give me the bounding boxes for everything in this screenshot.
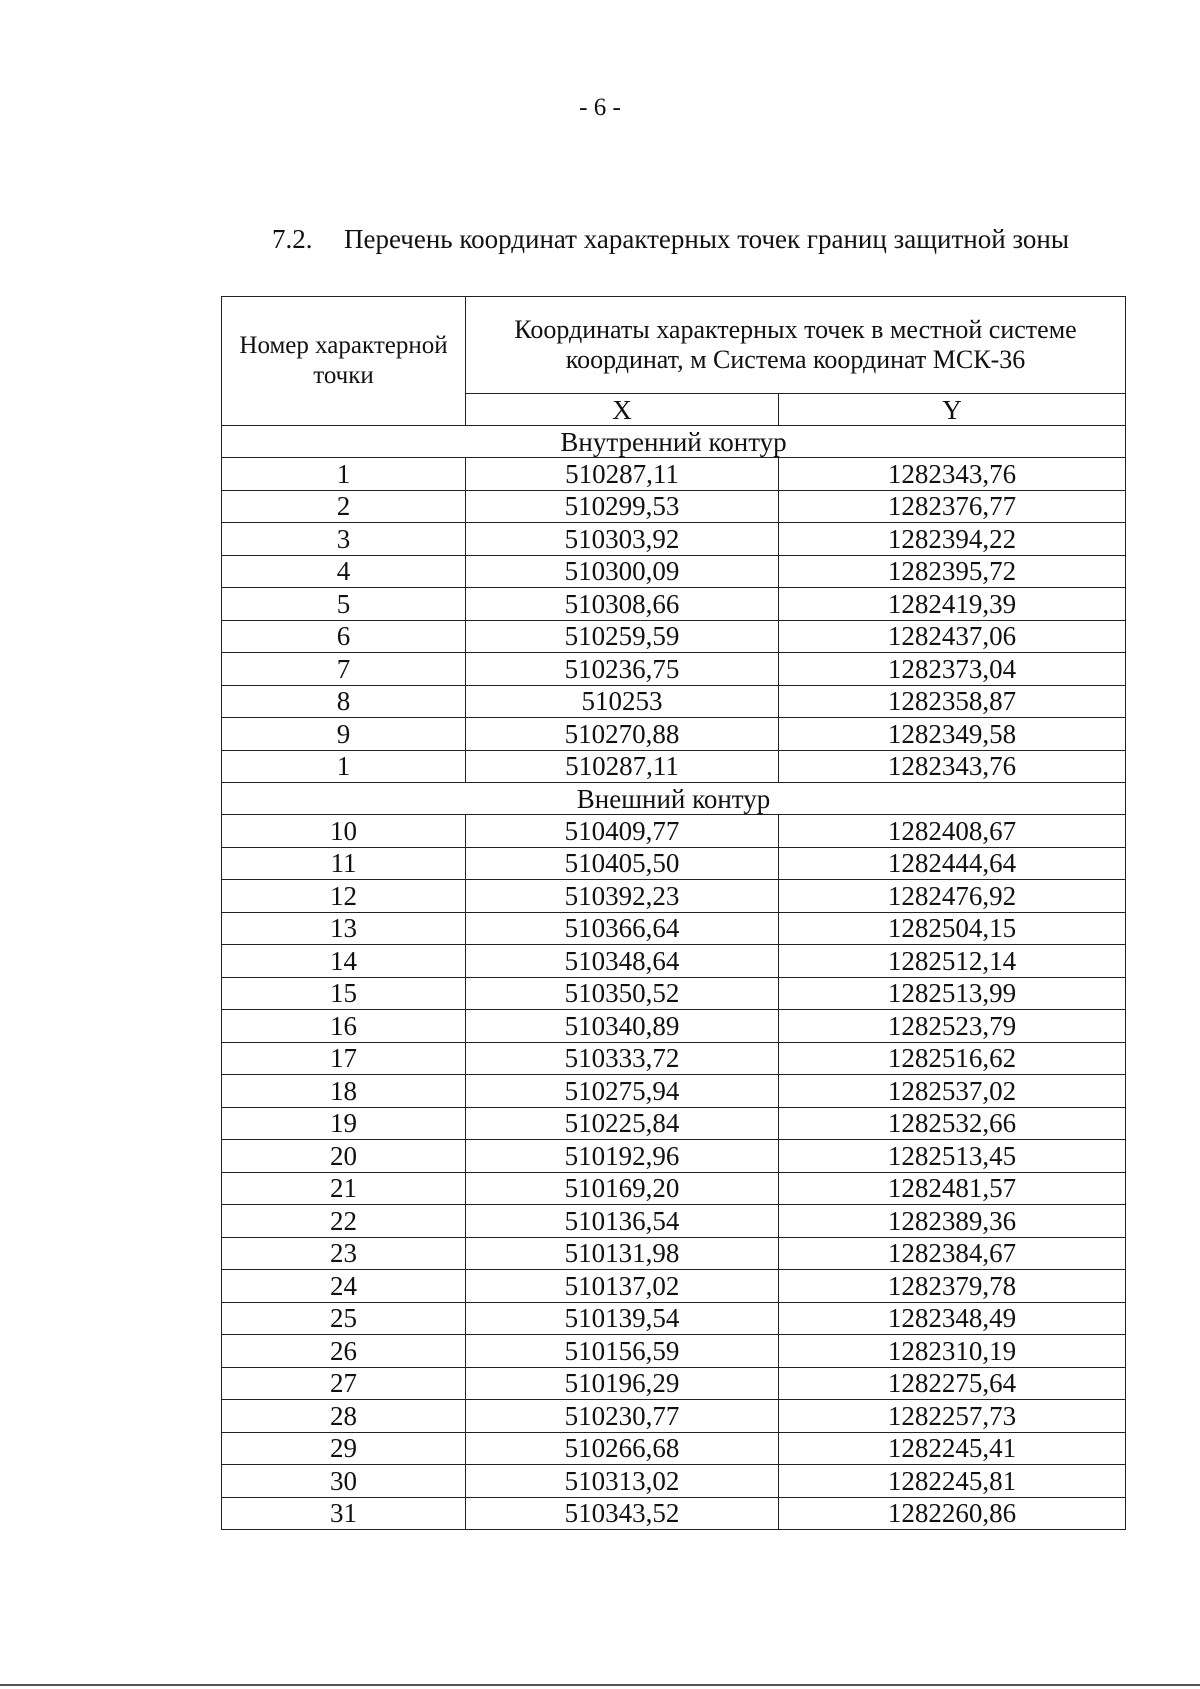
x-coordinate-cell: 510266,68 — [466, 1432, 779, 1465]
table-row — [222, 1400, 1126, 1433]
x-coordinate-cell: 510409,77 — [466, 815, 779, 848]
x-coordinate-cell: 510131,98 — [466, 1237, 779, 1270]
section-heading — [272, 224, 1069, 255]
y-coordinate-cell: 1282310,19 — [779, 1335, 1126, 1368]
x-coordinate-cell: 510308,66 — [466, 588, 779, 621]
table-row — [222, 653, 1126, 686]
section-title-cell: Внутренний контур — [222, 426, 1126, 458]
x-coordinate-cell: 510287,11 — [466, 458, 779, 491]
y-coordinate-cell: 1282348,49 — [779, 1302, 1126, 1335]
x-coordinate-cell: 510270,88 — [466, 718, 779, 751]
point-number-cell: 25 — [222, 1302, 466, 1335]
y-coordinate-cell: 1282537,02 — [779, 1075, 1126, 1108]
point-number-cell: 26 — [222, 1335, 466, 1368]
y-coordinate-cell: 1282394,22 — [779, 523, 1126, 556]
table-row — [222, 1497, 1126, 1530]
point-number-cell: 27 — [222, 1367, 466, 1400]
table-row — [222, 1010, 1126, 1043]
y-coordinate-cell: 1282516,62 — [779, 1042, 1126, 1075]
y-coordinate-cell: 1282513,99 — [779, 977, 1126, 1010]
point-number-cell: 19 — [222, 1107, 466, 1140]
x-coordinate-cell: 510340,89 — [466, 1010, 779, 1043]
point-number-cell: 12 — [222, 880, 466, 913]
point-number-cell: 18 — [222, 1075, 466, 1108]
table-row — [222, 1172, 1126, 1205]
point-number-cell: 20 — [222, 1140, 466, 1173]
x-coordinate-cell: 510169,20 — [466, 1172, 779, 1205]
x-coordinate-cell: 510230,77 — [466, 1400, 779, 1433]
table-row — [222, 1205, 1126, 1238]
y-coordinate-cell: 1282395,72 — [779, 555, 1126, 588]
table-row — [222, 685, 1126, 718]
section-number: 7.2. — [272, 224, 313, 254]
section-row — [222, 783, 1126, 815]
table-row — [222, 1432, 1126, 1465]
table-row — [222, 1237, 1126, 1270]
point-number-cell: 13 — [222, 912, 466, 945]
y-coordinate-cell: 1282437,06 — [779, 620, 1126, 653]
x-coordinate-cell: 510350,52 — [466, 977, 779, 1010]
point-number-cell: 1 — [222, 750, 466, 783]
x-coordinate-cell: 510136,54 — [466, 1205, 779, 1238]
point-number-cell: 24 — [222, 1270, 466, 1303]
coordinates-table — [221, 296, 1126, 1530]
x-coordinate-cell: 510156,59 — [466, 1335, 779, 1368]
point-number-cell: 1 — [222, 458, 466, 491]
x-coordinate-cell: 510275,94 — [466, 1075, 779, 1108]
x-coordinate-cell: 510236,75 — [466, 653, 779, 686]
table-row — [222, 620, 1126, 653]
y-coordinate-cell: 1282512,14 — [779, 945, 1126, 978]
x-coordinate-cell: 510196,29 — [466, 1367, 779, 1400]
x-coordinate-cell: 510139,54 — [466, 1302, 779, 1335]
x-coordinate-cell: 510300,09 — [466, 555, 779, 588]
section-title: Перечень координат характерных точек границ защитной зоны — [344, 224, 1069, 254]
table-row — [222, 1270, 1126, 1303]
table-row — [222, 1107, 1126, 1140]
section-row — [222, 426, 1126, 458]
x-column-header: X — [466, 394, 779, 426]
x-coordinate-cell: 510303,92 — [466, 523, 779, 556]
point-number-cell: 11 — [222, 847, 466, 880]
table-body — [222, 426, 1126, 1530]
point-number-cell: 2 — [222, 490, 466, 523]
point-number-cell: 6 — [222, 620, 466, 653]
y-coordinate-cell: 1282275,64 — [779, 1367, 1126, 1400]
point-number-cell: 15 — [222, 977, 466, 1010]
point-number-cell: 21 — [222, 1172, 466, 1205]
x-coordinate-cell: 510253 — [466, 685, 779, 718]
point-number-cell: 23 — [222, 1237, 466, 1270]
y-coordinate-cell: 1282523,79 — [779, 1010, 1126, 1043]
point-number-cell: 22 — [222, 1205, 466, 1238]
page-bottom-rule — [0, 1684, 1200, 1686]
table-row — [222, 750, 1126, 783]
point-number-cell: 5 — [222, 588, 466, 621]
x-coordinate-cell: 510366,64 — [466, 912, 779, 945]
y-coordinate-cell: 1282349,58 — [779, 718, 1126, 751]
x-coordinate-cell: 510137,02 — [466, 1270, 779, 1303]
point-number-cell: 4 — [222, 555, 466, 588]
point-number-cell: 17 — [222, 1042, 466, 1075]
table-row — [222, 588, 1126, 621]
y-coordinate-cell: 1282245,41 — [779, 1432, 1126, 1465]
table-row — [222, 1302, 1126, 1335]
table-row — [222, 912, 1126, 945]
table-row — [222, 847, 1126, 880]
y-coordinate-cell: 1282532,66 — [779, 1107, 1126, 1140]
point-number-header: Номер характерной точки — [222, 297, 466, 426]
point-number-cell: 29 — [222, 1432, 466, 1465]
y-coordinate-cell: 1282476,92 — [779, 880, 1126, 913]
x-coordinate-cell: 510343,52 — [466, 1497, 779, 1530]
y-coordinate-cell: 1282481,57 — [779, 1172, 1126, 1205]
y-coordinate-cell: 1282389,36 — [779, 1205, 1126, 1238]
point-number-cell: 16 — [222, 1010, 466, 1043]
table-row — [222, 1465, 1126, 1498]
point-number-cell: 14 — [222, 945, 466, 978]
table-row — [222, 1367, 1126, 1400]
section-title-cell: Внешний контур — [222, 783, 1126, 815]
point-number-cell: 10 — [222, 815, 466, 848]
x-coordinate-cell: 510348,64 — [466, 945, 779, 978]
point-number-cell: 28 — [222, 1400, 466, 1433]
point-number-cell: 31 — [222, 1497, 466, 1530]
y-coordinate-cell: 1282376,77 — [779, 490, 1126, 523]
x-coordinate-cell: 510313,02 — [466, 1465, 779, 1498]
table-row — [222, 815, 1126, 848]
y-coordinate-cell: 1282504,15 — [779, 912, 1126, 945]
table-row — [222, 458, 1126, 491]
table-row — [222, 1140, 1126, 1173]
point-number-cell: 8 — [222, 685, 466, 718]
point-number-cell: 9 — [222, 718, 466, 751]
y-coordinate-cell: 1282513,45 — [779, 1140, 1126, 1173]
coordinates-header: Координаты характерных точек в местной системе координат, м Система координат МСК-36 — [466, 297, 1126, 394]
x-coordinate-cell: 510299,53 — [466, 490, 779, 523]
table-row — [222, 880, 1126, 913]
x-coordinate-cell: 510192,96 — [466, 1140, 779, 1173]
table-row — [222, 1042, 1126, 1075]
x-coordinate-cell: 510333,72 — [466, 1042, 779, 1075]
point-number-cell: 7 — [222, 653, 466, 686]
table-row — [222, 1335, 1126, 1368]
point-number-cell: 30 — [222, 1465, 466, 1498]
x-coordinate-cell: 510405,50 — [466, 847, 779, 880]
y-coordinate-cell: 1282245,81 — [779, 1465, 1126, 1498]
y-coordinate-cell: 1282257,73 — [779, 1400, 1126, 1433]
y-coordinate-cell: 1282343,76 — [779, 458, 1126, 491]
y-coordinate-cell: 1282358,87 — [779, 685, 1126, 718]
y-coordinate-cell: 1282444,64 — [779, 847, 1126, 880]
page-number: - 6 - — [579, 94, 621, 121]
table-row — [222, 523, 1126, 556]
y-column-header: Y — [779, 394, 1126, 426]
y-coordinate-cell: 1282379,78 — [779, 1270, 1126, 1303]
table-row — [222, 977, 1126, 1010]
x-coordinate-cell: 510225,84 — [466, 1107, 779, 1140]
table-row — [222, 718, 1126, 751]
point-number-cell: 3 — [222, 523, 466, 556]
x-coordinate-cell: 510287,11 — [466, 750, 779, 783]
table-header — [222, 297, 1126, 426]
y-coordinate-cell: 1282408,67 — [779, 815, 1126, 848]
y-coordinate-cell: 1282343,76 — [779, 750, 1126, 783]
table-row — [222, 490, 1126, 523]
y-coordinate-cell: 1282373,04 — [779, 653, 1126, 686]
table-row — [222, 1075, 1126, 1108]
y-coordinate-cell: 1282419,39 — [779, 588, 1126, 621]
y-coordinate-cell: 1282384,67 — [779, 1237, 1126, 1270]
table-row — [222, 945, 1126, 978]
table-row — [222, 555, 1126, 588]
x-coordinate-cell: 510392,23 — [466, 880, 779, 913]
y-coordinate-cell: 1282260,86 — [779, 1497, 1126, 1530]
x-coordinate-cell: 510259,59 — [466, 620, 779, 653]
